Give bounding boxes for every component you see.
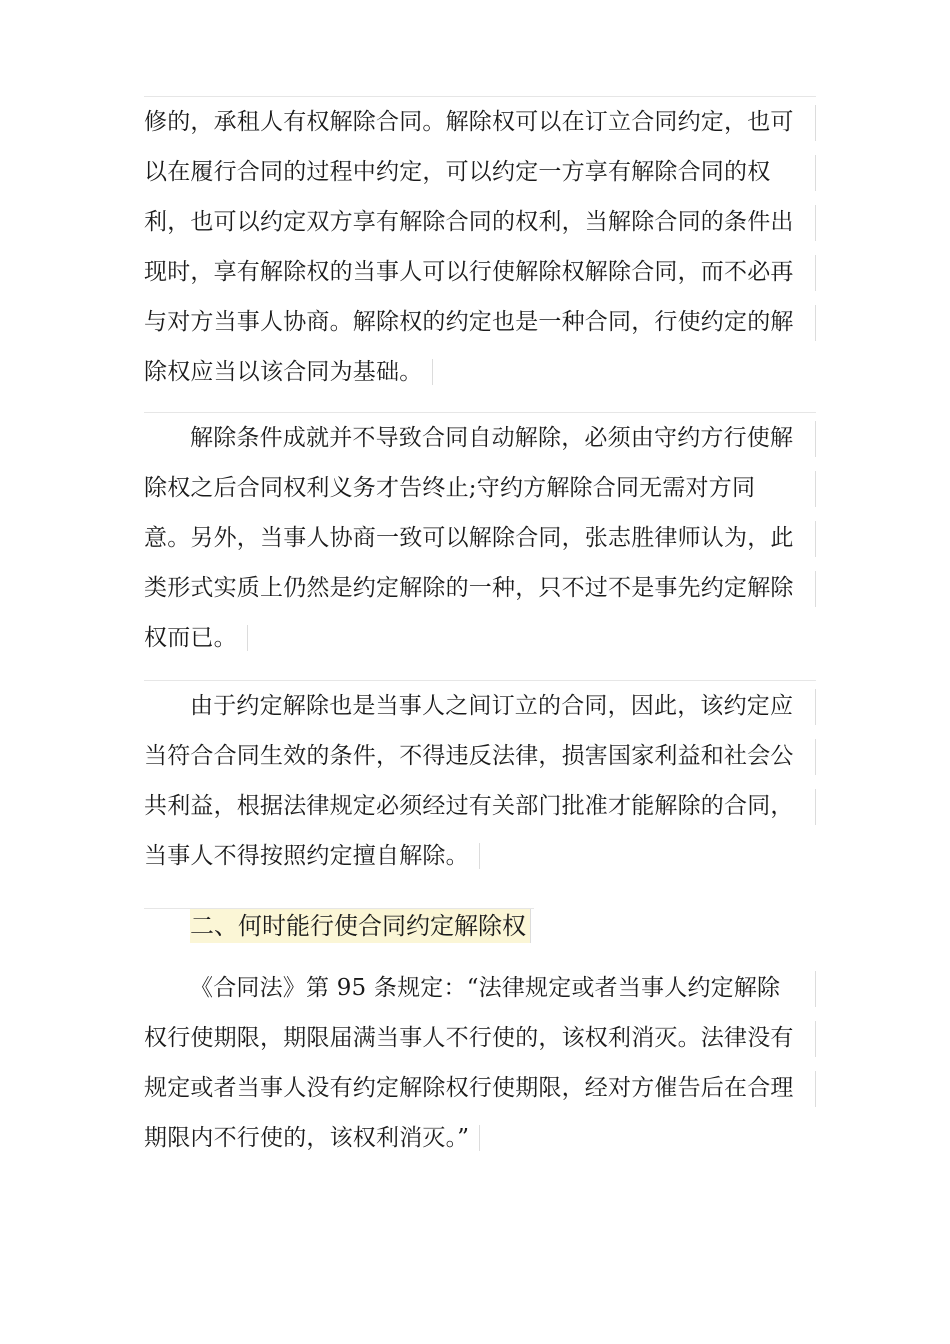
text-line: 与对方当事人协商。解除权的约定也是一种合同，行使约定的解 [144, 297, 816, 347]
text-line: 意。另外，当事人协商一致可以解除合同，张志胜律师认为，此 [144, 513, 816, 563]
text-line: 现时，享有解除权的当事人可以行使解除权解除合同，而不必再 [144, 247, 816, 297]
text-line: 利，也可以约定双方享有解除合同的权利，当解除合同的条件出 [144, 197, 816, 247]
text-line: 当事人不得按照约定擅自解除。 [144, 831, 816, 881]
paragraph-1 [144, 96, 816, 397]
heading-text: 二、何时能行使合同约定解除权 [190, 909, 531, 943]
text-line: 权而已。 [144, 613, 816, 663]
text-line: 由于约定解除也是当事人之间订立的合同，因此，该约定应 [144, 681, 816, 731]
text-line: 权行使期限，期限届满当事人不行使的，该权利消灭。法律没有 [144, 1013, 816, 1063]
text-line: 规定或者当事人没有约定解除权行使期限，经对方催告后在合理 [144, 1063, 816, 1113]
text-line: 除权之后合同权利义务才告终止;守约方解除合同无需对方同 [144, 463, 816, 513]
text-line: 共利益，根据法律规定必须经过有关部门批准才能解除的合同， [144, 781, 816, 831]
text-line: 期限内不行使的，该权利消灭。” [144, 1113, 816, 1163]
paragraph-2 [144, 412, 816, 663]
text-line: 当符合合同生效的条件，不得违反法律，损害国家利益和社会公 [144, 731, 816, 781]
text-line: 《合同法》第 95 条规定：“法律规定或者当事人约定解除 [144, 963, 816, 1013]
text-line: 以在履行合同的过程中约定，可以约定一方享有解除合同的权 [144, 147, 816, 197]
text-line: 解除条件成就并不导致合同自动解除，必须由守约方行使解 [144, 413, 816, 463]
text-line: 类形式实质上仍然是约定解除的一种，只不过不是事先约定解除 [144, 563, 816, 613]
paragraph-4 [144, 963, 816, 1163]
section-heading [144, 908, 534, 943]
text-line: 修的，承租人有权解除合同。解除权可以在订立合同约定，也可 [144, 97, 816, 147]
text-line: 除权应当以该合同为基础。 [144, 347, 816, 397]
paragraph-3 [144, 680, 816, 881]
